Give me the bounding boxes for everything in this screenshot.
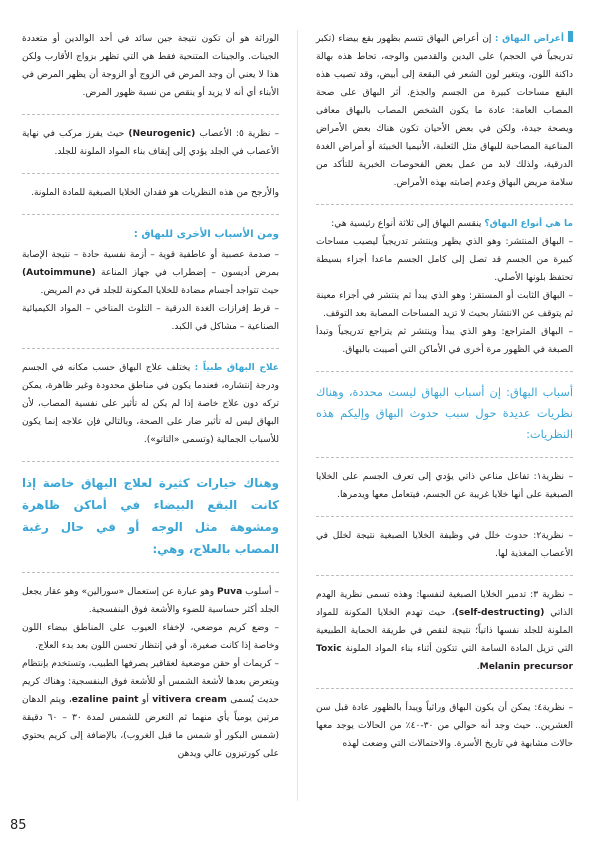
type-diffuse: – البهاق المنتشر: وهو الذي يظهر وينتشر تدريجياً ليصيب مساحات كبيرة من الجسم قد تصل إلى كامل الجسم ماعدا أجزاء بسيطة تحتفظ بلونها الأصلي. xyxy=(316,237,573,283)
autoimmune-latin-term: (Autoimmune) xyxy=(22,268,96,278)
divider xyxy=(22,348,279,349)
divider xyxy=(316,688,573,689)
divider xyxy=(22,214,279,215)
theory-3-text-b: ، حيث تهدم الخلايا المكونة للمواد الملونة للجلد نفسها ذاتياً؛ نتيجة لنقص في طريقة الحماية الطبيعية التي تزيل المادة السامة التي تتكون أثناء بناء المواد الملونة xyxy=(316,608,573,654)
type-stable: – البهاق الثابت أو المستقر: وهو الذي يبدأ ثم ينتشر في أجزاء معينة ثم يتوقف عن الانتشار بحيث لا تزيد المساحات المصابة بعد التوقف. xyxy=(316,291,573,319)
symptoms-paragraph xyxy=(316,30,573,192)
divider xyxy=(22,114,279,115)
divider xyxy=(316,204,573,205)
divider xyxy=(316,516,573,517)
type-regressive: – البهاق المتراجع: وهو الذي يبدأ وينتشر ثم يتراجع تدريجياً وتبدأ الصبغة في الظهور مرة أخرى في الأماكن التي أصيبت بالبهاق. xyxy=(316,327,573,355)
other-causes-title: ومن الأسباب الأخرى للبهاق : xyxy=(133,229,279,240)
types-title: ما هي أنواع البهاق؟ xyxy=(484,219,573,229)
left-column xyxy=(22,30,279,772)
divider xyxy=(316,575,573,576)
treatment-options-heading: وهناك خيارات كثيرة لعلاج البهاق خاصة إذا كانت البقع البيضاء في أماكن ظاهرة ومشوهة مثل الوجه أو في حال رغبة المصاب بالعلاج، وهي: xyxy=(22,476,279,556)
most-likely-theory: والأرجح من هذه النظريات هو فقدان الخلايا الصبغية للمادة الملونة. xyxy=(31,188,279,198)
theory-3-latin-term-2: Toxic Melanin precursor xyxy=(316,644,573,672)
causes-heading: أسباب البهاق: إن أسباب البهاق ليست محددة، وهناك نظريات عديدة حول سبب حدوث البهاق وإليكم هذه النظريات: xyxy=(316,385,573,441)
treatment-options xyxy=(22,583,279,763)
divider xyxy=(316,371,573,372)
option-1-text-a: – أسلوب xyxy=(245,587,279,597)
theory-2: – نظرية٢: حدوث خلل في وظيفة الخلايا الصبغية نتيجة لخلل في الأعصاب المغذية لها. xyxy=(316,531,574,559)
theory-5-text-a: – نظرية ٥: الأعصاب xyxy=(199,129,279,139)
vitivera-latin-term: vitivera cream xyxy=(152,695,227,705)
option-3-text-c: ، ويتم الدهان مرتين يومياً يأي منهما ثم التعرض للشمس لمدة ٣٠ – ٦٠ دقيقة (شمس البكور أو شمس ما قبل الغروب)، بالإضافة إلى كريم يحتوي على كورتيزون عالي ويدهن xyxy=(22,695,279,759)
types-paragraph xyxy=(316,215,573,359)
types-intro: ينقسم البهاق إلى ثلاثة أنواع رئيسية هي: xyxy=(331,219,482,229)
other-causes-list-2: – قرط إفرازات الغدة الدرقية – التلوث المناخي – المواد الكيميائية الصناعية – مشاكل في الكبد. xyxy=(22,304,279,332)
theory-3: – نظرية ٣: تدمير الخلايا الصبغية لنفسها: وهذه تسمى نظرية الهدم الذاتي (self-destructing)، حيث تهدم الخلايا المكونة للمواد الملونة للجلد نفسها ذاتياً؛ نتيجة لنقص في طريقة الحماية الطبيعية التي تزيل المادة السامة التي تتكون أثناء بناء المواد الملونة Toxic Melanin precursor. xyxy=(316,590,573,672)
symptoms-title: أعراض البهاق : xyxy=(494,34,564,44)
theory-5-text-b: حيث يفرز مركب في نهاية الأعصاب في الجلد يؤدي إلى إيقاف بناء المواد الملونة للجلد. xyxy=(22,129,279,157)
ezaline-latin-term: ezaline paint xyxy=(71,695,139,705)
heredity-continued: الوراثة هو أن تكون نتيجة جين سائد في أحد الوالدين أو متعددة الجينات. والجينات المتنحية فقط هي التي تظهر بزواج الأقارب ولكن هذا لا يعني أن وجد المرض في الزوج أو الزوجة أن يظهر المرض في الأبناء أي أنه لا يزيد أو ينقص من نسبة ظهور المرض. xyxy=(22,34,279,98)
divider xyxy=(22,173,279,174)
other-causes-text-b: حيث تتواجد أجسام مضادة للخلايا المكونة للجلد في دم المريض. xyxy=(40,286,279,296)
medical-treatment-paragraph xyxy=(22,359,279,449)
option-1-text-b: وهو عبارة عن إستعمال «سورالين» وهو عقار يجعل الجلد أكثر حساسية للضوء والأشعة فوق البنفسجية. xyxy=(22,587,279,615)
theory-1: – نظرية١: تفاعل مناعي ذاتي يؤدي إلى تعرف الجسم على الخلايا الصبغية على أنها خلايا غريبة عن الجسم، فيتعامل معها ويدمرها. xyxy=(316,472,573,500)
section-marker xyxy=(568,31,573,42)
theory-5-latin-term: (Neurogenic) xyxy=(128,129,196,139)
column-separator xyxy=(297,30,298,801)
medical-treatment-text: يختلف علاج البهاق حسب مكانه في الجسم ودرجة إنتشاره، فعندما يكون في مناطق محدودة وغير ظاهرة، يمكن تركه دون علاج خاصة إذا لم يكن له تأثير على نفسية المصاب، لأن البهاق ليس له تأثير ضار على الصحة، وبالتالي فإن علاجه إنما يكون للأسباب الجمالية (وتسمى «التاتو»). xyxy=(22,363,279,445)
option-3-text-b: أو xyxy=(141,695,149,705)
other-causes-text-a: – صدمة عصبية أو عاطفية قوية – أزمة نفسية حادة – نتيجة الإصابة بمرض أديسون – إضطراب في جهاز المناعة xyxy=(22,250,279,278)
symptoms-text: إن أعراض البهاق تتسم بظهور بقع بيضاء (تكبر تدريجياً في الحجم) على اليدين والقدمين والوجه، تحاط هذه بهالة داكنة اللون، ويتغير لون الشعر في البقعة إلى أبيض، وقد تصيب هذه البقع مساحات كبيرة من الجسم والجذع. أثر البهاق على صحة المصاب العامة: عادة ما يكون الشخص المصاب بالبهاق معافى ويصحة جيدة، ولكن في بعض الأحيان تكون هناك بعض الأمراض المناعية المصاحبة للبهاق مثل الثعلبة، الأنيميا الخبيثة أو أمراض الغدة الدرقية، ولذلك لابد من عمل بعض الفحوصات الخبرية للتأكد من سلامة مريض البهاق وعدم إصابته بهذه الأمراض. xyxy=(316,34,573,188)
divider xyxy=(22,461,279,462)
theory-3-text-a: – نظرية ٣: تدمير الخلايا الصبغية لنفسها: وهذه تسمى نظرية الهدم الذاتي xyxy=(316,590,573,618)
page-number: 85 xyxy=(10,818,27,833)
puva-latin-term: Puva xyxy=(217,587,243,597)
divider xyxy=(22,572,279,573)
theory-3-latin-term: (self-destructing) xyxy=(454,608,545,618)
option-3-text-a: – كريمات أو حقن موضعية لعقاقير يصرفها الطبيب، وتستخدم بإنتظام ويتعرض بعدها لأشعة الشمس أو للأشعة فوق البنفسجية: وهناك كريم حديث يُسمى xyxy=(22,659,279,705)
theory-5 xyxy=(22,125,279,161)
right-column xyxy=(316,30,573,762)
other-causes xyxy=(22,246,279,336)
theory-4: – نظرية٤: يمكن أن يكون البهاق وراثياً ويبدأ بالظهور عادة قبل سن العشرين.. حيث وجد أنه حوالي من ٣٠-٤٠٪ من الحالات يوجد معها حالات مشابهة في تاريخ الأسرة. والاحتمالات التي وضعت لهذه xyxy=(316,703,573,749)
divider xyxy=(316,457,573,458)
option-2-text: – وضع كريم موضعي، لإخفاء العيوب على المناطق بيضاء اللون وخاصة إذا كانت صغيرة، أو في إنتظار تحسن اللون بعد بدء العلاج. xyxy=(22,623,279,651)
medical-treatment-title: علاج البهاق طبياً : xyxy=(194,363,279,373)
